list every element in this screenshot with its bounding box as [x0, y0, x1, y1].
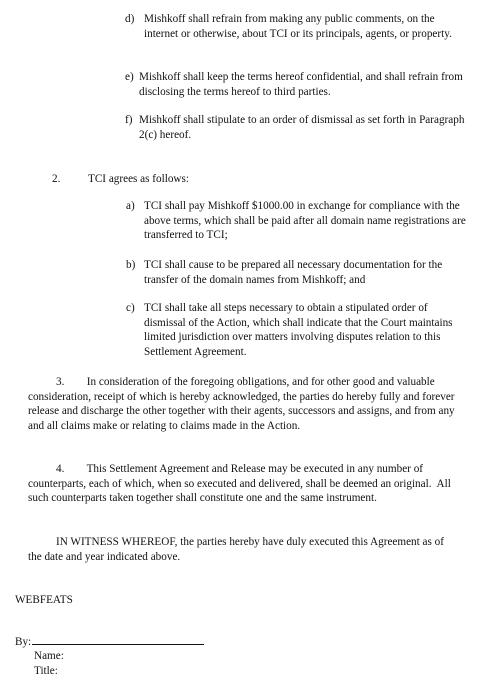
- signature-by-row: [15, 633, 255, 650]
- clause-2c: [126, 301, 468, 359]
- clause-text: Mishkoff shall keep the terms hereof confidential, and shall refrain from disclosing the terms hereof to third parties.: [139, 71, 463, 98]
- section-2-heading: [52, 172, 452, 187]
- clause-2b: [126, 258, 468, 287]
- clause-marker: f): [125, 114, 133, 126]
- clause-text: Mishkoff shall refrain from making any public comments, on the internet or otherwise, about TCI or its principals, agents, or property.: [144, 13, 452, 40]
- clause-marker: a): [126, 200, 135, 212]
- clause-marker: e): [125, 71, 134, 83]
- signature-name-label: Name:: [34, 650, 64, 662]
- signature-party: WEBFEATS: [15, 594, 73, 606]
- section-heading-text: TCI agrees as follows:: [88, 173, 189, 185]
- paragraph-4: 4. This Settlement Agreement and Release may be executed in any number of counterparts, each of which, when so executed and delivered, shall be deemed an original. All such counterparts taken together shall constitute one and the same instrument.: [28, 463, 454, 505]
- clause-text: Mishkoff shall stipulate to an order of dismissal as set forth in Paragraph 2(c) hereof.: [139, 114, 465, 141]
- clause-marker: b): [126, 259, 136, 271]
- clause-marker: d): [125, 13, 135, 25]
- by-label: By:: [15, 636, 32, 648]
- clause-1e: [125, 70, 470, 99]
- signature-line: [32, 633, 204, 645]
- clause-text: TCI shall take all steps necessary to obtain a stipulated order of dismissal of the Action, which shall indicate that the Court maintains limited jurisdiction over matters involving disputes relation to this Settlement Agreement.: [144, 302, 453, 358]
- clause-1f: [125, 113, 470, 142]
- witness-clause: IN WITNESS WHEREOF, the parties hereby have duly executed this Agreement as of the date and year indicated above.: [28, 536, 444, 563]
- clause-1d: [125, 12, 470, 41]
- signature-title-label: Title:: [34, 665, 58, 677]
- clause-marker: c): [126, 302, 135, 314]
- paragraph-3: 3. In consideration of the foregoing obligations, and for other good and valuable consideration, receipt of which is hereby acknowledged, the parties do hereby fully and forever release and discharge the other together with their agents, successors and assigns, and from any and all claims make or relating to claims made in the Action.: [28, 376, 458, 432]
- section-number: 2.: [52, 173, 61, 185]
- clause-text: TCI shall pay Mishkoff $1000.00 in exchange for compliance with the above terms, which shall be paid after all domain name registrations are transferred to TCI;: [144, 200, 466, 242]
- clause-text: TCI shall cause to be prepared all necessary documentation for the transfer of the domain names from Mishkoff; and: [144, 259, 443, 286]
- clause-2a: [126, 199, 468, 243]
